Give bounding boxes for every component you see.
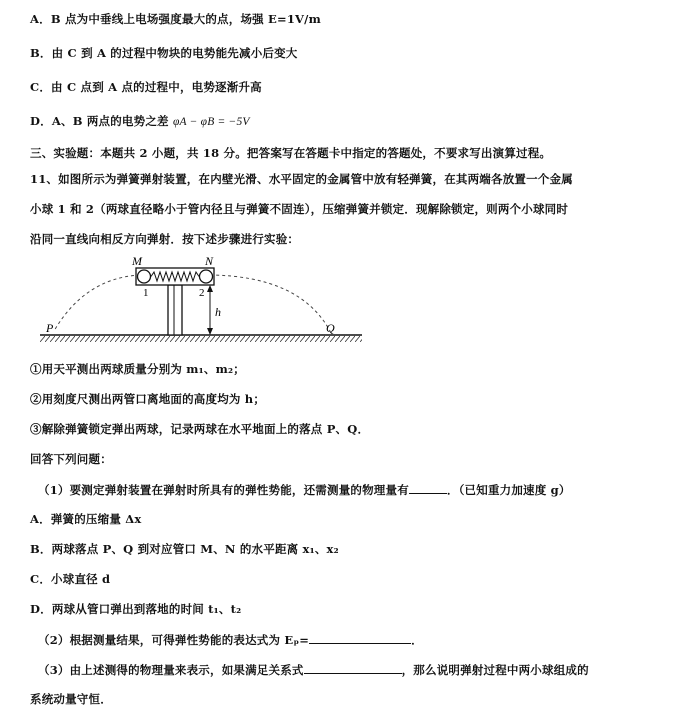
sub-question-1-suffix: ．（已知重力加速度 g）: [446, 483, 571, 497]
choice-c: C．小球直径 d: [30, 572, 111, 586]
answer-blank-2[interactable]: [309, 631, 411, 644]
ground-hatch: [40, 336, 362, 342]
choice-d: D．两球从管口弹出到落地的时间 t₁、t₂: [30, 602, 242, 616]
sub-question-2: [38, 631, 423, 648]
sub-question-1: [38, 481, 571, 498]
sub-question-1-text: （1）要测定弹射装置在弹射时所具有的弹性势能，还需测量的物理量有: [38, 483, 409, 497]
sub-question-3-suffix: ，那么说明弹射过程中两小球组成的: [401, 663, 589, 677]
sub-question-2-suffix: ．: [411, 633, 423, 647]
q11-intro-line-1: 11、如图所示为弹簧弹射装置，在内壁光滑、水平固定的金属管中放有轻弹簧，在其两端各放置一个金属: [30, 172, 573, 186]
step-2: ②用刻度尺测出两管口离地面的高度均为 h；: [30, 392, 266, 406]
option-d-text: D．A、B 两点的电势之差: [30, 114, 169, 128]
label-P: P: [46, 321, 54, 335]
trajectory-right: [210, 275, 330, 331]
label-ball-2: 2: [199, 287, 205, 299]
answer-blank-3[interactable]: [304, 661, 402, 674]
label-ball-1: 1: [143, 287, 149, 299]
step-1: ①用天平测出两球质量分别为 m₁、m₂；: [30, 362, 245, 376]
height-arrow-head-bottom: [207, 328, 213, 335]
label-h: h: [215, 305, 221, 319]
trajectory-left: [54, 275, 140, 331]
step-3: ③解除弹簧锁定弹出两球，记录两球在水平地面上的落点 P、Q．: [30, 422, 370, 436]
stand-post: [168, 285, 182, 335]
option-c-prev: C．由 C 点到 A 点的过程中，电势逐渐升高: [30, 80, 262, 94]
height-arrow-head-top: [207, 285, 213, 292]
sub-question-3-text: （3）由上述测得的物理量来表示，如果满足关系式: [38, 663, 304, 677]
q11-intro-line-3: 沿同一直线向相反方向弹射．按下述步骤进行实验：: [30, 232, 300, 246]
option-a-prev: A．B 点为中垂线上电场强度最大的点，场强 E=1V/m: [30, 12, 321, 26]
answer-blank-1[interactable]: [409, 481, 447, 494]
sub-question-3-continued: 系统动量守恒．: [30, 692, 112, 706]
option-b-prev: B．由 C 到 A 的过程中物块的电势能先减小后变大: [30, 46, 298, 60]
choice-b: B．两球落点 P、Q 到对应管口 M、N 的水平距离 x₁、x₂: [30, 542, 339, 556]
spring-launcher-figure: [40, 252, 370, 352]
sub-question-2-text: （2）根据测量结果，可得弹性势能的表达式为 Eₚ=: [38, 633, 310, 647]
sub-question-3: [38, 661, 589, 678]
label-Q: Q: [326, 321, 335, 335]
label-N: N: [205, 254, 214, 268]
ball-1: [138, 270, 151, 283]
ball-2: [200, 270, 213, 283]
choice-a: A．弹簧的压缩量 Δx: [30, 512, 142, 526]
option-d-prev: [30, 113, 250, 130]
answer-prompt: 回答下列问题：: [30, 452, 112, 466]
potential-difference-formula: φA − φB = −5V: [172, 116, 250, 128]
label-M: M: [132, 254, 142, 268]
section-heading: 三、实验题：本题共 2 小题，共 18 分。把答案写在答题卡中指定的答题处，不要求写出演算过程。: [30, 146, 552, 160]
q11-intro-line-2: 小球 1 和 2（两球直径略小于管内径且与弹簧不固连），压缩弹簧并锁定．现解除锁定，则两个小球同时: [30, 202, 569, 216]
